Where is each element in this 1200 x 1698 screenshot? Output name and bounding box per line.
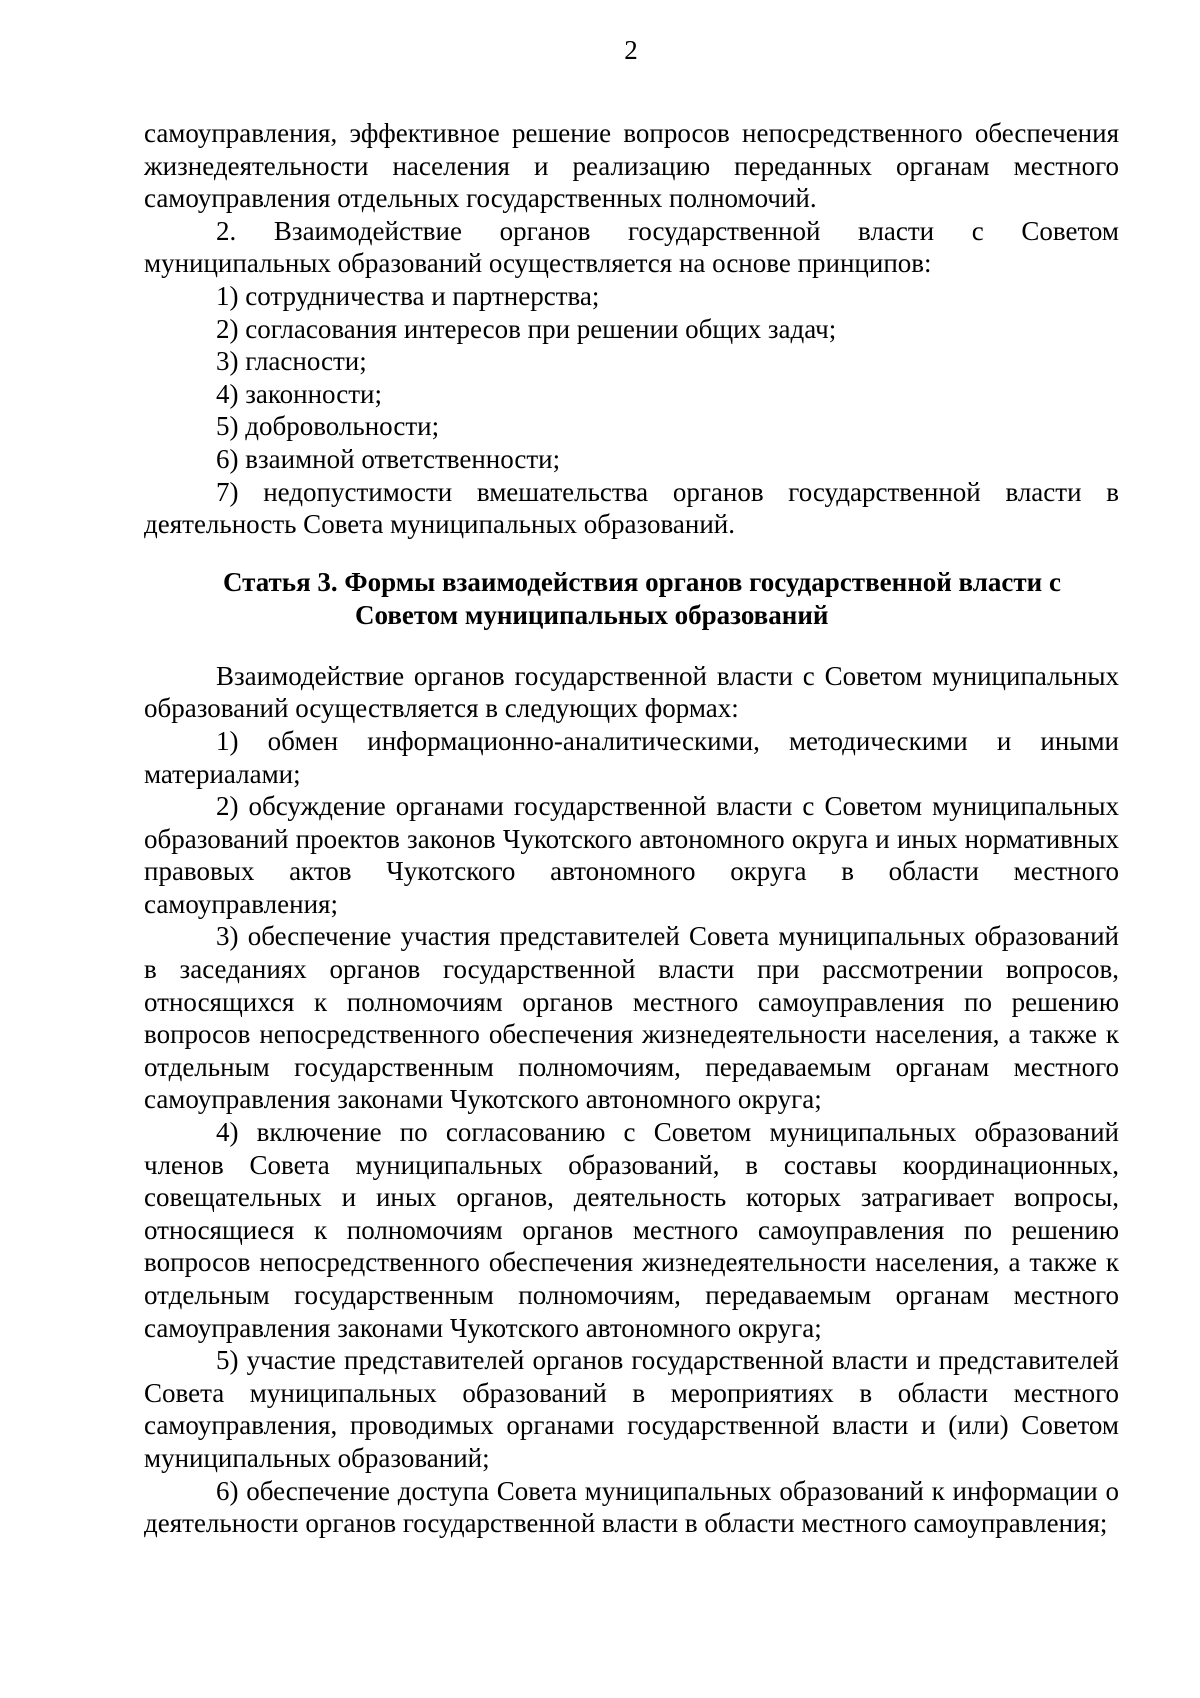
page-number: 2 [624, 35, 638, 65]
form-item: 4) включение по согласованию с Советом муниципальных образований членов Совета муниципальных образований, в составы координационных, совещательных и иных органов, деятельность которых затрагивает вопросы, относящиеся к полномочиям органов местного самоуправления по решению вопросов непосредственного обеспечения жизнедеятельности населения, а также к отдельным государственным полномочиям, передаваемым органам местного самоуправления законами Чукотского автономного округа; [144, 1117, 1119, 1343]
principle-item: 4) законности; [216, 378, 382, 409]
article-section [144, 660, 1119, 1540]
document-body [144, 117, 1119, 1540]
form-item: 1) обмен информационно-аналитическими, методическими и иными материалами; [144, 725, 1119, 789]
principle-item: 3) гласности; [216, 346, 367, 377]
form-item: 2) обсуждение органами государственной власти с Советом муниципальных образований проектов законов Чукотского автономного округа и иных нормативных правовых актов Чукотского автономного округа в области местного самоуправления; [144, 791, 1119, 919]
principle-item: 6) взаимной ответственности; [216, 443, 561, 474]
article-heading [144, 566, 1119, 632]
form-item: 6) обеспечение доступа Совета муниципальных образований к информации о деятельности органов государственной власти в области местного самоуправления; [144, 1475, 1119, 1539]
principle-item: 1) сотрудничества и партнерства; [216, 280, 600, 311]
form-item: 5) участие представителей органов государственной власти и представителей Совета муниципальных образований в мероприятиях в области местного самоуправления, проводимых органами государственной власти и (или) Советом муниципальных образований; [144, 1345, 1119, 1473]
principle-item: 7) недопустимости вмешательства органов государственной власти в деятельность Совета муниципальных образований. [144, 476, 1119, 540]
intro-section [144, 117, 1119, 541]
paragraph-continuation: самоуправления, эффективное решение вопросов непосредственного обеспечения жизнедеятельности населения и реализацию переданных органам местного самоуправления отдельных государственных полномочий. [144, 118, 1119, 214]
article-heading-line1: Статья 3. Формы взаимодействия органов государственной власти с [223, 566, 1061, 597]
article-heading-line2: Советом муниципальных образований [355, 599, 829, 630]
paragraph-principles-intro: 2. Взаимодействие органов государственной власти с Советом муниципальных образований осуществляется на основе принципов: [144, 215, 1119, 279]
principle-item: 2) согласования интересов при решении общих задач; [216, 313, 837, 344]
principle-item: 5) добровольности; [216, 411, 440, 442]
form-item: 3) обеспечение участия представителей Совета муниципальных образований в заседаниях органов государственной власти при рассмотрении вопросов, относящихся к полномочиям органов местного самоуправления по решению вопросов непосредственного обеспечения жизнедеятельности населения, а также к отдельным государственным полномочиям, передаваемым органам местного самоуправления законами Чукотского автономного округа; [144, 921, 1119, 1115]
paragraph-forms-intro: Взаимодействие органов государственной власти с Советом муниципальных образований осуществляется в следующих формах: [144, 660, 1119, 724]
